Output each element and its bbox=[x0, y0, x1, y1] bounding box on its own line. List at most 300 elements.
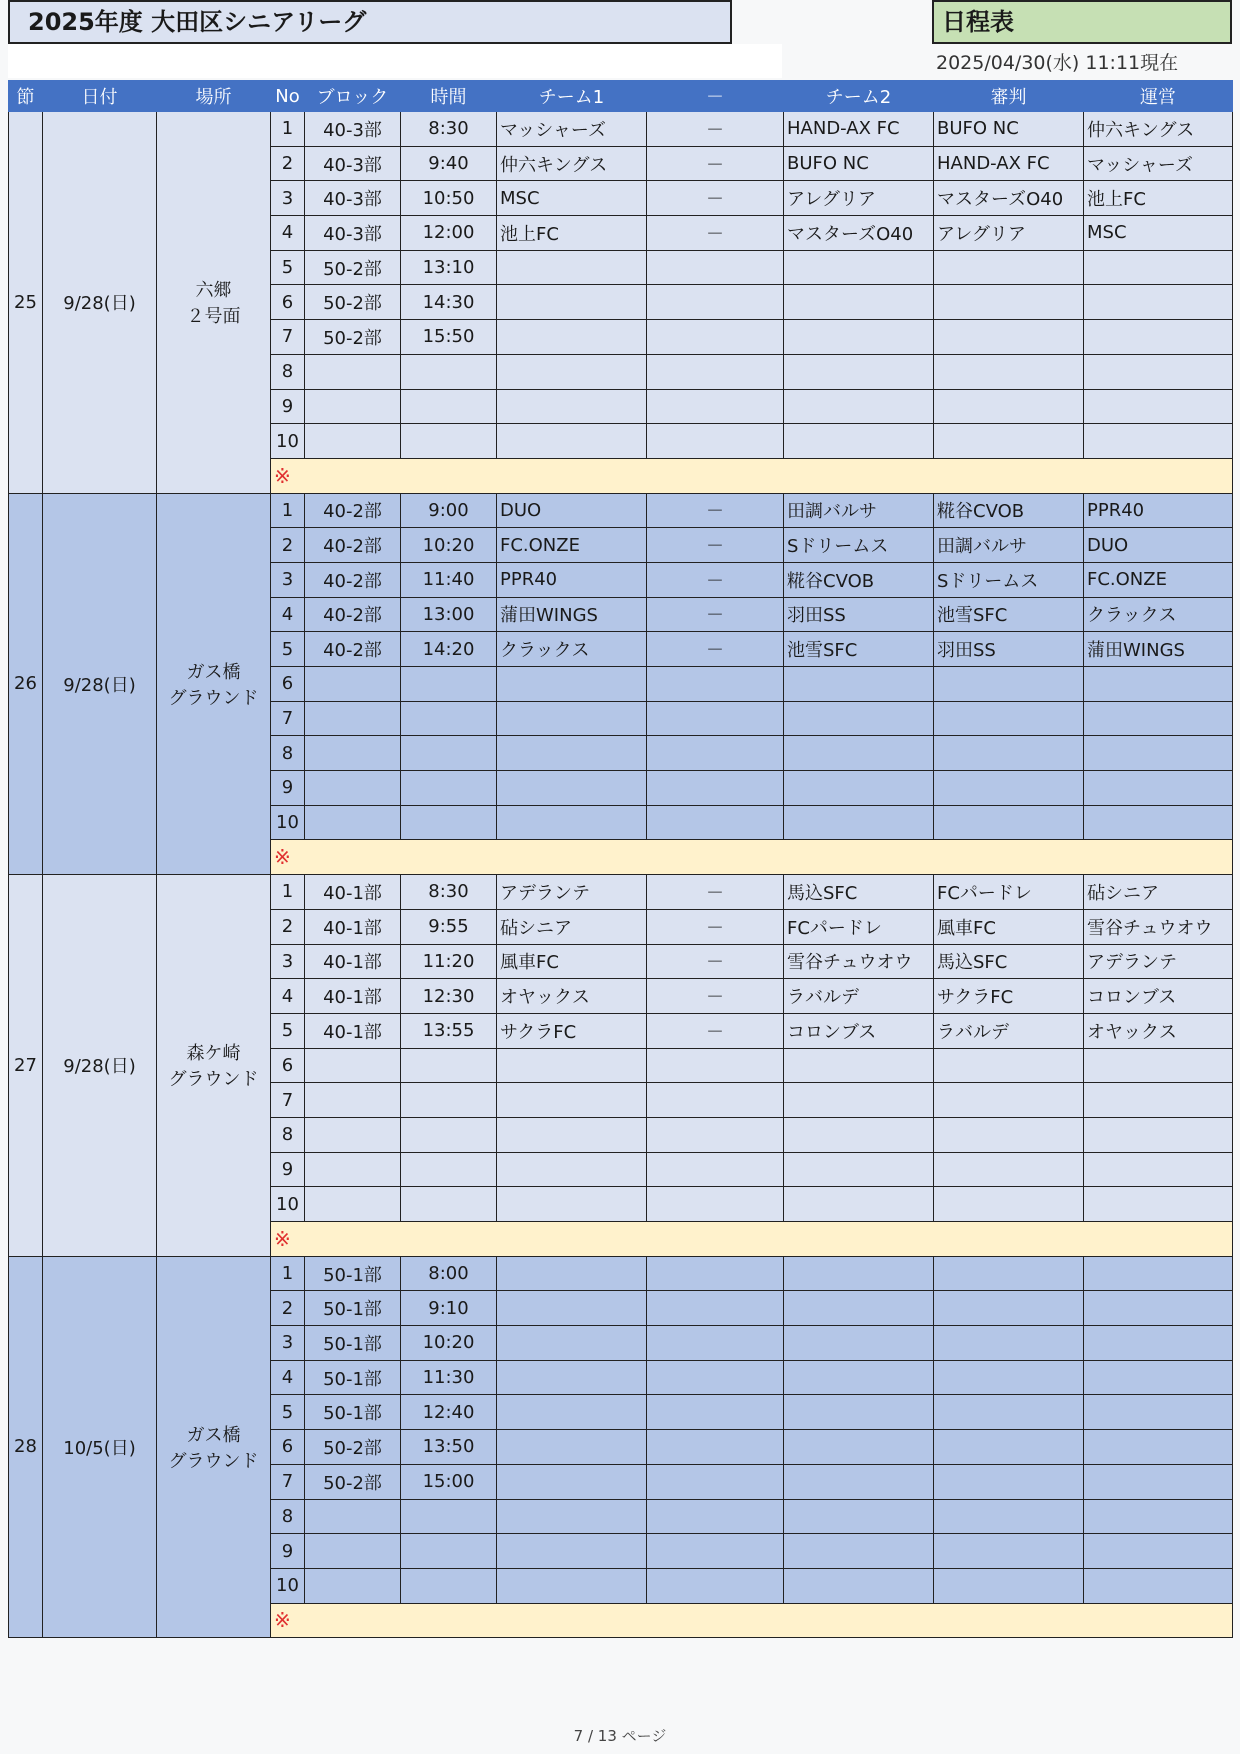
block-cell: 50-1部 bbox=[305, 1256, 401, 1291]
team2-cell: 馬込SFC bbox=[784, 875, 934, 910]
kickoff-time-cell: 13:55 bbox=[401, 1013, 497, 1048]
match-no-cell: 4 bbox=[271, 1360, 305, 1395]
kickoff-time-cell: 10:20 bbox=[401, 528, 497, 563]
operations-cell bbox=[1084, 1499, 1233, 1534]
team2-cell bbox=[784, 1083, 934, 1118]
team1-cell: 風車FC bbox=[497, 944, 647, 979]
referee-cell: Sドリームス bbox=[934, 562, 1084, 597]
referee-cell bbox=[934, 667, 1084, 702]
col-header-round: 節 bbox=[9, 81, 43, 112]
team2-cell bbox=[784, 1499, 934, 1534]
kickoff-time-cell: 12:30 bbox=[401, 979, 497, 1014]
note-cell: ※ bbox=[271, 1222, 1233, 1257]
team1-cell bbox=[497, 354, 647, 389]
referee-cell: 馬込SFC bbox=[934, 944, 1084, 979]
vs-dash-cell bbox=[647, 1568, 784, 1603]
date-cell: 9/28(日) bbox=[43, 493, 157, 875]
team1-cell: PPR40 bbox=[497, 562, 647, 597]
match-no-cell: 8 bbox=[271, 1117, 305, 1152]
operations-cell bbox=[1084, 1568, 1233, 1603]
vs-dash-cell bbox=[647, 354, 784, 389]
block-cell bbox=[305, 424, 401, 459]
vs-dash-cell: － bbox=[647, 216, 784, 251]
table-row bbox=[9, 493, 1233, 528]
team2-cell bbox=[784, 1117, 934, 1152]
kickoff-time-cell: 15:00 bbox=[401, 1464, 497, 1499]
schedule-label: 日程表 bbox=[932, 0, 1232, 44]
kickoff-time-cell: 8:30 bbox=[401, 875, 497, 910]
referee-cell bbox=[934, 1117, 1084, 1152]
date-cell: 9/28(日) bbox=[43, 875, 157, 1257]
referee-cell bbox=[934, 320, 1084, 355]
match-no-cell: 8 bbox=[271, 1499, 305, 1534]
block-cell: 50-1部 bbox=[305, 1360, 401, 1395]
kickoff-time-cell bbox=[401, 424, 497, 459]
vs-dash-cell bbox=[647, 389, 784, 424]
venue-name: ガス橋 bbox=[186, 1424, 241, 1446]
operations-cell bbox=[1084, 1117, 1233, 1152]
operations-cell: アデランテ bbox=[1084, 944, 1233, 979]
vs-dash-cell bbox=[647, 1117, 784, 1152]
match-no-cell: 7 bbox=[271, 1083, 305, 1118]
referee-cell bbox=[934, 1568, 1084, 1603]
match-no-cell: 5 bbox=[271, 1013, 305, 1048]
vs-dash-cell bbox=[647, 736, 784, 771]
block-cell bbox=[305, 1117, 401, 1152]
operations-cell bbox=[1084, 320, 1233, 355]
operations-cell: クラックス bbox=[1084, 597, 1233, 632]
team2-cell bbox=[784, 250, 934, 285]
title-underline-area bbox=[8, 44, 782, 78]
team2-cell bbox=[784, 1326, 934, 1361]
match-no-cell: 2 bbox=[271, 909, 305, 944]
vs-dash-cell bbox=[647, 320, 784, 355]
match-no-cell: 8 bbox=[271, 736, 305, 771]
team2-cell: コロンブス bbox=[784, 1013, 934, 1048]
match-no-cell: 6 bbox=[271, 1048, 305, 1083]
vs-dash-cell bbox=[647, 1083, 784, 1118]
referee-cell bbox=[934, 1326, 1084, 1361]
round-cell: 25 bbox=[9, 112, 43, 494]
block-cell bbox=[305, 805, 401, 840]
operations-cell bbox=[1084, 1048, 1233, 1083]
block-cell: 40-1部 bbox=[305, 944, 401, 979]
team1-cell: マッシャーズ bbox=[497, 112, 647, 147]
block-cell: 40-3部 bbox=[305, 112, 401, 147]
team1-cell bbox=[497, 805, 647, 840]
team1-cell bbox=[497, 285, 647, 320]
referee-cell bbox=[934, 771, 1084, 806]
vs-dash-cell: － bbox=[647, 1013, 784, 1048]
match-no-cell: 1 bbox=[271, 493, 305, 528]
operations-cell: オヤックス bbox=[1084, 1013, 1233, 1048]
block-cell bbox=[305, 736, 401, 771]
kickoff-time-cell: 11:30 bbox=[401, 1360, 497, 1395]
vs-dash-cell: － bbox=[647, 562, 784, 597]
team1-cell bbox=[497, 701, 647, 736]
block-cell: 40-3部 bbox=[305, 216, 401, 251]
team1-cell: アデランテ bbox=[497, 875, 647, 910]
col-header-date: 日付 bbox=[43, 81, 157, 112]
match-no-cell: 1 bbox=[271, 875, 305, 910]
vs-dash-cell: － bbox=[647, 944, 784, 979]
team2-cell bbox=[784, 667, 934, 702]
venue-sub: グラウンド bbox=[168, 687, 259, 709]
match-no-cell: 2 bbox=[271, 146, 305, 181]
col-header-team1: チーム1 bbox=[497, 81, 647, 112]
referee-cell bbox=[934, 1256, 1084, 1291]
block-cell: 40-3部 bbox=[305, 146, 401, 181]
match-no-cell: 10 bbox=[271, 805, 305, 840]
vs-dash-cell: － bbox=[647, 146, 784, 181]
kickoff-time-cell bbox=[401, 771, 497, 806]
kickoff-time-cell bbox=[401, 1499, 497, 1534]
block-cell bbox=[305, 771, 401, 806]
referee-cell: FCパードレ bbox=[934, 875, 1084, 910]
referee-cell bbox=[934, 1187, 1084, 1222]
operations-cell: 砧シニア bbox=[1084, 875, 1233, 910]
block-cell bbox=[305, 1083, 401, 1118]
kickoff-time-cell: 9:40 bbox=[401, 146, 497, 181]
operations-cell: FC.ONZE bbox=[1084, 562, 1233, 597]
match-no-cell: 6 bbox=[271, 667, 305, 702]
team2-cell bbox=[784, 354, 934, 389]
team1-cell bbox=[497, 320, 647, 355]
match-no-cell: 6 bbox=[271, 285, 305, 320]
referee-cell: ラバルデ bbox=[934, 1013, 1084, 1048]
kickoff-time-cell: 10:50 bbox=[401, 181, 497, 216]
team1-cell: MSC bbox=[497, 181, 647, 216]
team2-cell bbox=[784, 389, 934, 424]
operations-cell bbox=[1084, 1152, 1233, 1187]
block-cell bbox=[305, 667, 401, 702]
team1-cell: FC.ONZE bbox=[497, 528, 647, 563]
match-no-cell: 10 bbox=[271, 424, 305, 459]
match-no-cell: 3 bbox=[271, 562, 305, 597]
venue-cell bbox=[157, 875, 271, 1257]
kickoff-time-cell: 10:20 bbox=[401, 1326, 497, 1361]
referee-cell: アレグリア bbox=[934, 216, 1084, 251]
table-row bbox=[9, 1256, 1233, 1291]
team1-cell: 仲六キングス bbox=[497, 146, 647, 181]
block-cell: 40-1部 bbox=[305, 909, 401, 944]
team2-cell: ラバルデ bbox=[784, 979, 934, 1014]
date-cell: 9/28(日) bbox=[43, 112, 157, 494]
kickoff-time-cell: 9:55 bbox=[401, 909, 497, 944]
referee-cell: サクラFC bbox=[934, 979, 1084, 1014]
venue-sub: グラウンド bbox=[168, 1450, 259, 1472]
kickoff-time-cell bbox=[401, 1083, 497, 1118]
team2-cell bbox=[784, 1256, 934, 1291]
kickoff-time-cell bbox=[401, 1187, 497, 1222]
referee-cell bbox=[934, 701, 1084, 736]
referee-cell bbox=[934, 1291, 1084, 1326]
team1-cell: 池上FC bbox=[497, 216, 647, 251]
team2-cell: Sドリームス bbox=[784, 528, 934, 563]
block-cell: 50-1部 bbox=[305, 1291, 401, 1326]
operations-cell: 仲六キングス bbox=[1084, 112, 1233, 147]
operations-cell: 蒲田WINGS bbox=[1084, 632, 1233, 667]
match-no-cell: 5 bbox=[271, 632, 305, 667]
team1-cell bbox=[497, 1499, 647, 1534]
match-no-cell: 9 bbox=[271, 389, 305, 424]
note-cell: ※ bbox=[271, 1603, 1233, 1638]
operations-cell bbox=[1084, 771, 1233, 806]
team1-cell bbox=[497, 1187, 647, 1222]
vs-dash-cell bbox=[647, 667, 784, 702]
team1-cell bbox=[497, 771, 647, 806]
kickoff-time-cell bbox=[401, 1048, 497, 1083]
referee-cell bbox=[934, 1534, 1084, 1569]
team2-cell bbox=[784, 285, 934, 320]
kickoff-time-cell: 13:10 bbox=[401, 250, 497, 285]
col-header-block: ブロック bbox=[305, 81, 401, 112]
block-cell: 50-2部 bbox=[305, 320, 401, 355]
venue-name: ガス橋 bbox=[186, 661, 241, 683]
block-cell: 40-2部 bbox=[305, 493, 401, 528]
referee-cell bbox=[934, 250, 1084, 285]
operations-cell bbox=[1084, 424, 1233, 459]
team2-cell: 糀谷CVOB bbox=[784, 562, 934, 597]
team2-cell bbox=[784, 1152, 934, 1187]
block-cell bbox=[305, 1187, 401, 1222]
kickoff-time-cell: 12:00 bbox=[401, 216, 497, 251]
kickoff-time-cell bbox=[401, 805, 497, 840]
team2-cell: 池雪SFC bbox=[784, 632, 934, 667]
col-header-referee: 審判 bbox=[934, 81, 1084, 112]
team1-cell: DUO bbox=[497, 493, 647, 528]
team2-cell bbox=[784, 1360, 934, 1395]
vs-dash-cell bbox=[647, 1360, 784, 1395]
match-no-cell: 2 bbox=[271, 1291, 305, 1326]
referee-cell bbox=[934, 1083, 1084, 1118]
team2-cell bbox=[784, 701, 934, 736]
operations-cell: マッシャーズ bbox=[1084, 146, 1233, 181]
block-cell: 40-1部 bbox=[305, 979, 401, 1014]
block-cell: 40-2部 bbox=[305, 562, 401, 597]
match-no-cell: 8 bbox=[271, 354, 305, 389]
team1-cell: オヤックス bbox=[497, 979, 647, 1014]
kickoff-time-cell: 13:50 bbox=[401, 1430, 497, 1465]
operations-cell: 池上FC bbox=[1084, 181, 1233, 216]
team1-cell bbox=[497, 424, 647, 459]
referee-cell bbox=[934, 1360, 1084, 1395]
venue-sub: グラウンド bbox=[168, 1069, 259, 1091]
kickoff-time-cell: 9:00 bbox=[401, 493, 497, 528]
kickoff-time-cell bbox=[401, 736, 497, 771]
team1-cell bbox=[497, 1360, 647, 1395]
team2-cell bbox=[784, 1568, 934, 1603]
match-no-cell: 10 bbox=[271, 1568, 305, 1603]
vs-dash-cell bbox=[647, 1499, 784, 1534]
team2-cell bbox=[784, 320, 934, 355]
vs-dash-cell bbox=[647, 1464, 784, 1499]
kickoff-time-cell bbox=[401, 1534, 497, 1569]
block-cell: 50-1部 bbox=[305, 1326, 401, 1361]
vs-dash-cell bbox=[647, 424, 784, 459]
operations-cell: PPR40 bbox=[1084, 493, 1233, 528]
match-no-cell: 3 bbox=[271, 944, 305, 979]
vs-dash-cell bbox=[647, 285, 784, 320]
team2-cell bbox=[784, 1534, 934, 1569]
vs-dash-cell: － bbox=[647, 597, 784, 632]
referee-cell bbox=[934, 736, 1084, 771]
team1-cell: 蒲田WINGS bbox=[497, 597, 647, 632]
team1-cell bbox=[497, 1430, 647, 1465]
note-cell: ※ bbox=[271, 458, 1233, 493]
operations-cell bbox=[1084, 1430, 1233, 1465]
referee-cell: マスターズO40 bbox=[934, 181, 1084, 216]
referee-cell bbox=[934, 1430, 1084, 1465]
kickoff-time-cell: 8:00 bbox=[401, 1256, 497, 1291]
match-no-cell: 5 bbox=[271, 250, 305, 285]
referee-cell bbox=[934, 424, 1084, 459]
team2-cell: マスターズO40 bbox=[784, 216, 934, 251]
team1-cell bbox=[497, 1291, 647, 1326]
referee-cell: HAND-AX FC bbox=[934, 146, 1084, 181]
col-header-operations: 運営 bbox=[1084, 81, 1233, 112]
team2-cell: アレグリア bbox=[784, 181, 934, 216]
block-cell: 40-1部 bbox=[305, 875, 401, 910]
vs-dash-cell: － bbox=[647, 875, 784, 910]
operations-cell bbox=[1084, 285, 1233, 320]
team1-cell bbox=[497, 1256, 647, 1291]
block-cell bbox=[305, 1534, 401, 1569]
referee-cell: BUFO NC bbox=[934, 112, 1084, 147]
kickoff-time-cell bbox=[401, 354, 497, 389]
page-number: 7 / 13 ページ bbox=[573, 1727, 667, 1745]
operations-cell bbox=[1084, 389, 1233, 424]
kickoff-time-cell: 14:30 bbox=[401, 285, 497, 320]
match-no-cell: 7 bbox=[271, 1464, 305, 1499]
operations-cell bbox=[1084, 701, 1233, 736]
operations-cell bbox=[1084, 1464, 1233, 1499]
venue-sub: ２号面 bbox=[186, 306, 241, 328]
match-no-cell: 7 bbox=[271, 701, 305, 736]
team2-cell bbox=[784, 1048, 934, 1083]
block-cell bbox=[305, 1568, 401, 1603]
operations-cell bbox=[1084, 1534, 1233, 1569]
venue-name: 六郷 bbox=[195, 280, 232, 302]
col-header-team2: チーム2 bbox=[784, 81, 934, 112]
team1-cell: クラックス bbox=[497, 632, 647, 667]
league-title: 2025年度 大田区シニアリーグ bbox=[8, 0, 732, 44]
vs-dash-cell bbox=[647, 1256, 784, 1291]
vs-dash-cell bbox=[647, 1048, 784, 1083]
team1-cell bbox=[497, 1534, 647, 1569]
col-header-venue: 場所 bbox=[157, 81, 271, 112]
venue-cell bbox=[157, 493, 271, 875]
vs-dash-cell: － bbox=[647, 181, 784, 216]
referee-cell bbox=[934, 354, 1084, 389]
match-no-cell: 4 bbox=[271, 979, 305, 1014]
team2-cell bbox=[784, 1430, 934, 1465]
referee-cell bbox=[934, 1048, 1084, 1083]
block-cell: 40-2部 bbox=[305, 632, 401, 667]
referee-cell: 糀谷CVOB bbox=[934, 493, 1084, 528]
match-no-cell: 1 bbox=[271, 112, 305, 147]
team2-cell bbox=[784, 1291, 934, 1326]
team1-cell bbox=[497, 1464, 647, 1499]
match-no-cell: 6 bbox=[271, 1430, 305, 1465]
referee-cell bbox=[934, 1464, 1084, 1499]
block-cell: 40-1部 bbox=[305, 1013, 401, 1048]
as-of-timestamp: 2025/04/30(水) 11:11現在 bbox=[936, 52, 1179, 74]
match-no-cell: 1 bbox=[271, 1256, 305, 1291]
vs-dash-cell: － bbox=[647, 632, 784, 667]
team2-cell bbox=[784, 424, 934, 459]
block-cell bbox=[305, 354, 401, 389]
team2-cell bbox=[784, 1187, 934, 1222]
operations-cell bbox=[1084, 667, 1233, 702]
operations-cell bbox=[1084, 805, 1233, 840]
operations-cell: コロンブス bbox=[1084, 979, 1233, 1014]
block-cell bbox=[305, 1499, 401, 1534]
referee-cell bbox=[934, 389, 1084, 424]
operations-cell bbox=[1084, 736, 1233, 771]
team2-cell: 羽田SS bbox=[784, 597, 934, 632]
date-cell: 10/5(日) bbox=[43, 1256, 157, 1638]
kickoff-time-cell: 12:40 bbox=[401, 1395, 497, 1430]
team2-cell: BUFO NC bbox=[784, 146, 934, 181]
team1-cell: 砧シニア bbox=[497, 909, 647, 944]
team1-cell bbox=[497, 250, 647, 285]
operations-cell: 雪谷チュウオウ bbox=[1084, 909, 1233, 944]
referee-cell: 羽田SS bbox=[934, 632, 1084, 667]
team1-cell bbox=[497, 1117, 647, 1152]
operations-cell: MSC bbox=[1084, 216, 1233, 251]
vs-dash-cell bbox=[647, 1291, 784, 1326]
table-header-row bbox=[9, 81, 1233, 112]
team2-cell bbox=[784, 771, 934, 806]
venue-cell bbox=[157, 112, 271, 494]
match-no-cell: 3 bbox=[271, 181, 305, 216]
kickoff-time-cell bbox=[401, 1568, 497, 1603]
team1-cell bbox=[497, 667, 647, 702]
block-cell: 50-2部 bbox=[305, 1464, 401, 1499]
kickoff-time-cell bbox=[401, 701, 497, 736]
vs-dash-cell bbox=[647, 771, 784, 806]
vs-dash-cell bbox=[647, 1326, 784, 1361]
schedule-table bbox=[8, 80, 1233, 1638]
team2-cell: 田調バルサ bbox=[784, 493, 934, 528]
referee-cell bbox=[934, 1395, 1084, 1430]
block-cell: 50-2部 bbox=[305, 250, 401, 285]
operations-cell: DUO bbox=[1084, 528, 1233, 563]
team1-cell bbox=[497, 736, 647, 771]
team1-cell bbox=[497, 1152, 647, 1187]
round-cell: 28 bbox=[9, 1256, 43, 1638]
match-no-cell: 7 bbox=[271, 320, 305, 355]
kickoff-time-cell: 9:10 bbox=[401, 1291, 497, 1326]
table-row bbox=[9, 112, 1233, 147]
team1-cell bbox=[497, 389, 647, 424]
block-cell: 40-3部 bbox=[305, 181, 401, 216]
operations-cell bbox=[1084, 1083, 1233, 1118]
block-cell: 50-1部 bbox=[305, 1395, 401, 1430]
operations-cell bbox=[1084, 1187, 1233, 1222]
table-row bbox=[9, 875, 1233, 910]
team2-cell bbox=[784, 1395, 934, 1430]
kickoff-time-cell bbox=[401, 667, 497, 702]
team2-cell bbox=[784, 805, 934, 840]
vs-dash-cell bbox=[647, 805, 784, 840]
team2-cell: 雪谷チュウオウ bbox=[784, 944, 934, 979]
vs-dash-cell bbox=[647, 701, 784, 736]
kickoff-time-cell: 13:00 bbox=[401, 597, 497, 632]
kickoff-time-cell: 15:50 bbox=[401, 320, 497, 355]
team1-cell bbox=[497, 1083, 647, 1118]
